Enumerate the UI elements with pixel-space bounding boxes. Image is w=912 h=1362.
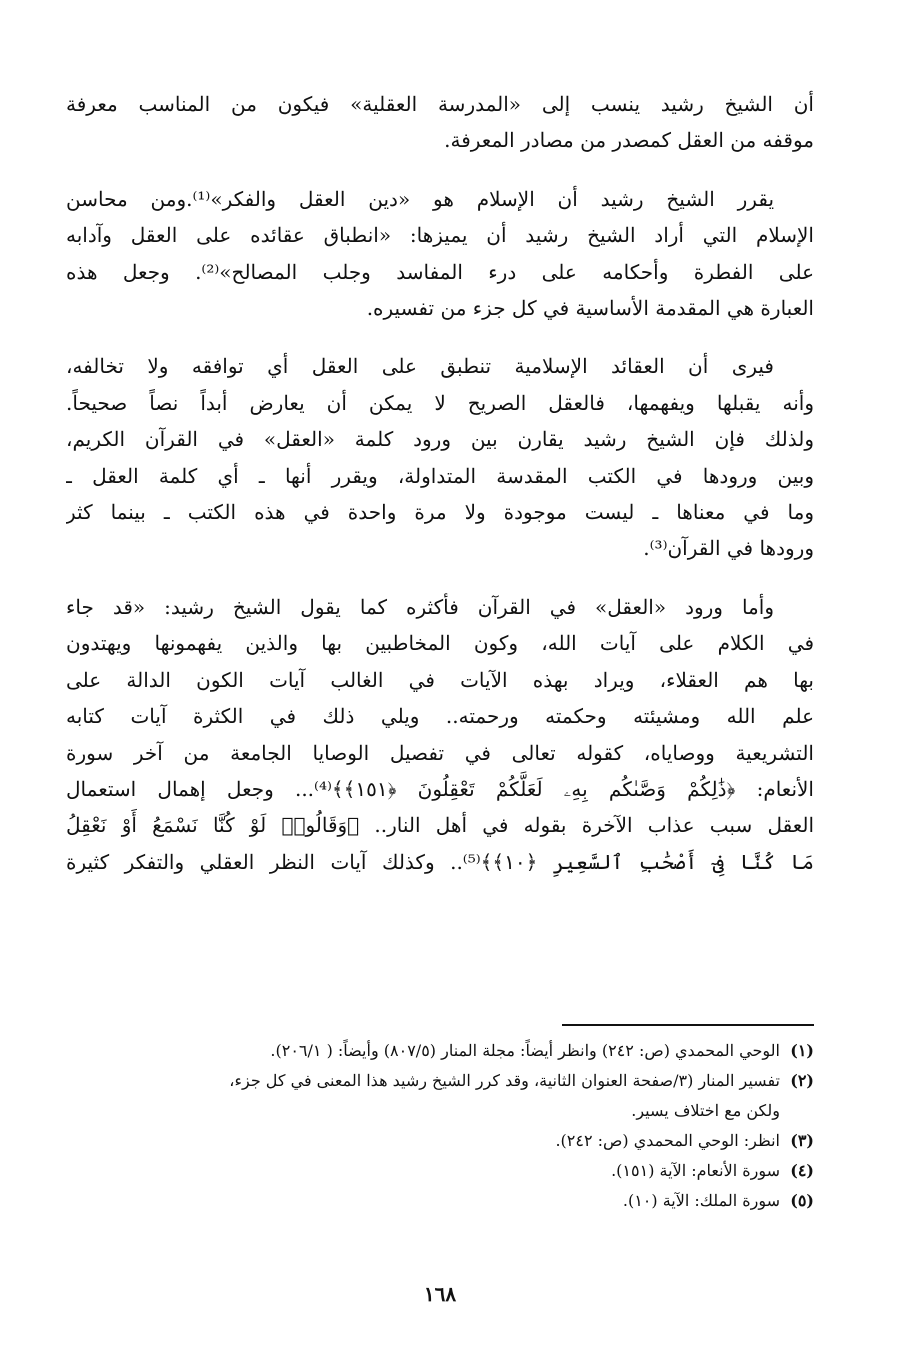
text-line: العبارة هي المقدمة الأساسية في كل جزء من تفسيره. [366, 296, 814, 321]
text-line: بها هم العقلاء، ويراد بهذه الآيات في الغالب آيات الكون الدالة على [66, 667, 814, 692]
footnote-separator [562, 1024, 814, 1026]
footnote-number: (٣) [790, 1131, 814, 1150]
footnote-number: (١) [790, 1041, 814, 1060]
body-text [66, 86, 814, 902]
paragraph-4 [66, 589, 814, 880]
page-number: ١٦٨ [423, 1282, 457, 1306]
footnote-number: (٢) [790, 1071, 814, 1090]
paragraph-2 [66, 181, 814, 327]
text-line: العقل سبب عذاب الآخرة بقوله في أهل النار.. ﴿وَقَالُوا۟ لَوْ كُنَّا نَسْمَعُ أَوْ نَعْقِلُ [66, 813, 814, 838]
book-page [66, 86, 814, 1316]
footnote-number: (٥) [790, 1191, 814, 1210]
paragraph-1 [66, 86, 814, 159]
footnote-text: سورة الملك: الآية (١٠). [622, 1191, 780, 1210]
footnote-number: (٤) [790, 1161, 814, 1180]
text-line: علم الله ومشيئته وحكمته ورحمته.. ويلي ذلك في الكثرة آيات كتابه [66, 704, 814, 729]
footnote-4 [66, 1156, 814, 1186]
footnote-text: انظر: الوحي المحمدي (ص: ٢٤٢). [555, 1131, 780, 1150]
text-line: الإسلام التي أراد الشيخ رشيد أن يميزها: «انطباق عقائده على العقل وآدابه [66, 223, 814, 248]
text-line: موقفه من العقل كمصدر من مصادر المعرفة. [444, 128, 814, 153]
footnote-1 [66, 1036, 814, 1066]
footnotes [66, 1036, 814, 1216]
footnote-text [66, 1066, 780, 1126]
footnote-3 [66, 1126, 814, 1156]
footnote-text: الوحي المحمدي (ص: ٢٤٢) وانظر أيضاً: مجلة المنار (٨٠٧/٥) وأيضاً: ( ٢٠٦/١). [270, 1041, 780, 1060]
text-line: ورودها في القرآن⁽³⁾. [643, 536, 814, 561]
text-line: وما في معناها ـ ليست موجودة ولا مرة واحدة في هذه الكتب ـ بينما كثر [66, 500, 814, 525]
text-line: الأنعام: ﴿ذَٰلِكُمْ وَصَّىٰكُم بِهِۦ لَعَلَّكُمْ تَعْقِلُونَ ﴿١٥١﴾﴾⁽⁴⁾... وجعل إهمال استعمال [66, 776, 814, 801]
text-line: على الفطرة وأحكامه على درء المفاسد وجلب المصالح»⁽²⁾. وجعل هذه [66, 259, 814, 284]
text-line: في الكلام على آيات الله، وكون المخاطبين بها والذين يفهمونها ويهتدون [66, 631, 814, 656]
footnote-2 [66, 1066, 814, 1126]
text-line: وأما ورود «العقل» في القرآن فأكثره كما يقول الشيخ رشيد: «قد جاء [66, 594, 774, 619]
text-line: فيرى أن العقائد الإسلامية تنطبق على العقل أي توافقه ولا تخالفه، [66, 354, 774, 379]
text-line: وبين ورودها في الكتب المقدسة المتداولة، ويقرر أنها ـ أي كلمة العقل ـ [66, 463, 814, 488]
text-line: وأنه يقبلها ويفهمها، فالعقل الصريح لا يمكن أن يعارض أبداً نصاً صحيحاً. [66, 390, 814, 415]
text-line: مَا كُنَّا فِىٓ أَصْحَٰبِ ٱلسَّعِيرِ ﴿١٠﴾﴾⁽⁵⁾.. وكذلك آيات النظر العقلي والتفكر كثيرة [66, 849, 814, 874]
footnote-line: تفسير المنار (٣/صفحة العنوان الثانية، وقد كرر الشيخ رشيد هذا المعنى في كل جزء، [229, 1071, 780, 1090]
footnote-line: ولكن مع اختلاف يسير. [631, 1101, 780, 1120]
paragraph-3 [66, 348, 814, 566]
text-line: يقرر الشيخ رشيد أن الإسلام هو «دين العقل والفكر»⁽¹⁾.ومن محاسن [66, 186, 775, 211]
footnote-text: سورة الأنعام: الآية (١٥١). [611, 1161, 780, 1180]
text-line: ولذلك فإن الشيخ رشيد يقارن بين ورود كلمة «العقل» في القرآن الكريم، [66, 427, 814, 452]
text-line: التشريعية ووصاياه، كقوله تعالى في تفصيل الوصايا الجامعة من آخر سورة [66, 740, 814, 765]
text-line: أن الشيخ رشيد ينسب إلى «المدرسة العقلية» فيكون من المناسب معرفة [66, 92, 814, 116]
footnote-5 [66, 1186, 814, 1216]
